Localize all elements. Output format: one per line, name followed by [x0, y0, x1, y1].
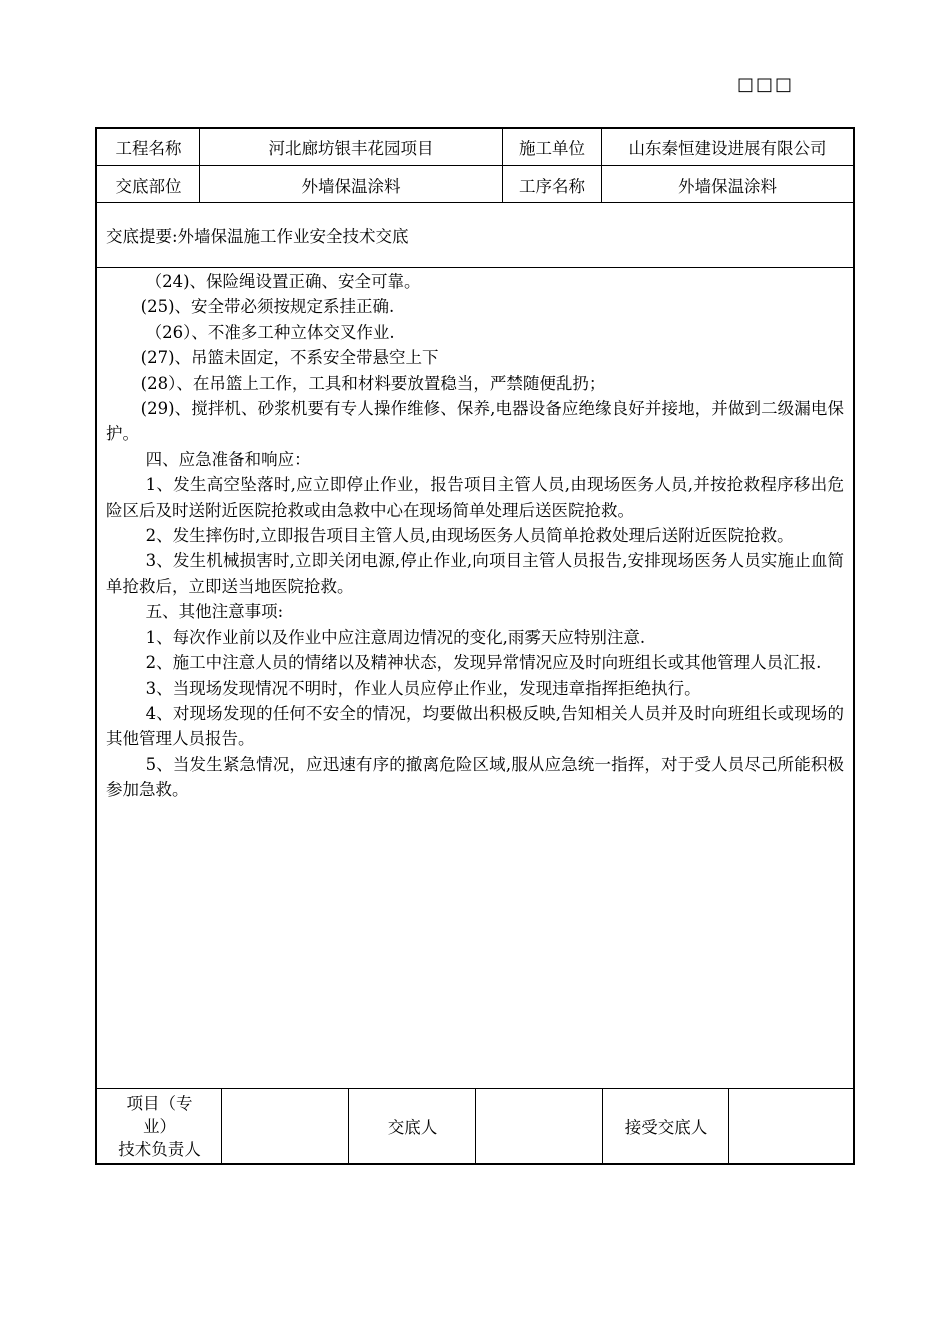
- tech-lead-label-line: 技术负责人: [118, 1139, 201, 1159]
- disclosure-summary: 交底提要:外墙保温施工作业安全技术交底: [106, 227, 409, 246]
- divider: [601, 129, 602, 202]
- divider: [97, 202, 853, 203]
- divider: [602, 1089, 603, 1163]
- paragraph: 3、发生机械损害时,立即关闭电源,停止作业,向项目主管人员报告,安排现场医务人员实施止血简单抢救后，立即送当地医院抢救。: [106, 551, 844, 596]
- tech-lead-label-line: 业）: [143, 1116, 176, 1136]
- paragraph: 5、当发生紧急情况，应迅速有序的撤离危险区域,服从应急统一指挥，对于受人员尽己所能积极参加急救。: [106, 754, 844, 800]
- paragraph: (28）、在吊篮上工作，工具和材料要放置稳当，严禁随便乱扔；: [140, 373, 606, 393]
- tech-lead-label: [97, 1089, 222, 1163]
- paragraph: (29)、搅拌机、砂浆机要有专人操作维修、保养,电器设备应绝缘良好并接地，并做到二级漏电保护。: [106, 399, 844, 444]
- paragraph: 1、发生高空坠落时,应立即停止作业，报告项目主管人员,由现场医务人员,并按抢救程序移出危险区后及时送附近医院抢救或由急救中心在现场简单处理后送医院抢救。: [106, 475, 844, 520]
- header-row-project: [97, 129, 853, 165]
- paragraph: （24)、保险绳设置正确、安全可靠。: [145, 272, 421, 291]
- process-name-value: 外墙保温涂料: [678, 176, 777, 196]
- disclosure-form: [95, 127, 855, 1165]
- tech-lead-label-line: 项目（专: [126, 1093, 193, 1113]
- disclosure-content: [106, 269, 844, 803]
- discloser-label: 交底人: [387, 1118, 438, 1137]
- section-heading: 四、应急准备和响应：: [145, 449, 311, 469]
- process-name-label: 工序名称: [519, 176, 585, 196]
- paragraph: 3、当现场发现情况不明时，作业人员应停止作业，发现违章指挥拒绝执行。: [145, 678, 701, 698]
- receiver-label: 接受交底人: [624, 1118, 708, 1137]
- divider: [475, 1089, 476, 1163]
- contractor-value: 山东秦恒建设进展有限公司: [628, 139, 827, 158]
- divider: [221, 1089, 222, 1163]
- project-name-label: 工程名称: [115, 139, 182, 158]
- divider: [97, 267, 853, 268]
- paragraph: (27)、吊篮未固定，不系安全带悬空上下: [140, 348, 439, 368]
- paragraph: 1、每次作业前以及作业中应注意周边情况的变化,雨雾天应特别注意.: [145, 627, 646, 647]
- project-name-value: 河北廊坊银丰花园项目: [268, 139, 434, 158]
- contractor-label: 施工单位: [519, 139, 585, 158]
- divider: [502, 129, 503, 202]
- tech-lead-signature-field[interactable]: [222, 1089, 349, 1163]
- header-row-part: [97, 166, 853, 203]
- receiver-signature-field[interactable]: [729, 1089, 853, 1163]
- discloser-signature-field[interactable]: [476, 1089, 603, 1163]
- paragraph: 4、对现场发现的任何不安全的情况，均要做出积极反映,告知相关人员并及时向班组长或现场的其他管理人员报告。: [106, 703, 844, 749]
- paragraph: (25)、安全带必须按规定系挂正确.: [140, 297, 395, 317]
- divider: [348, 1089, 349, 1163]
- page-code: □□□: [737, 74, 795, 95]
- paragraph: 2、施工中注意人员的情绪以及精神状态，发现异常情况应及时向班组长或其他管理人员汇报.: [145, 653, 822, 673]
- divider: [728, 1089, 729, 1163]
- disclosure-part-label: 交底部位: [115, 176, 182, 196]
- section-heading: 五、其他注意事项:: [145, 602, 284, 622]
- disclosure-part-value: 外墙保温涂料: [301, 176, 401, 196]
- divider: [199, 129, 200, 202]
- paragraph: 2、发生摔伤时,立即报告项目主管人员,由现场医务人员简单抢救处理后送附近医院抢救。: [145, 526, 794, 546]
- paragraph: （26）、不准多工种立体交叉作业.: [145, 322, 395, 342]
